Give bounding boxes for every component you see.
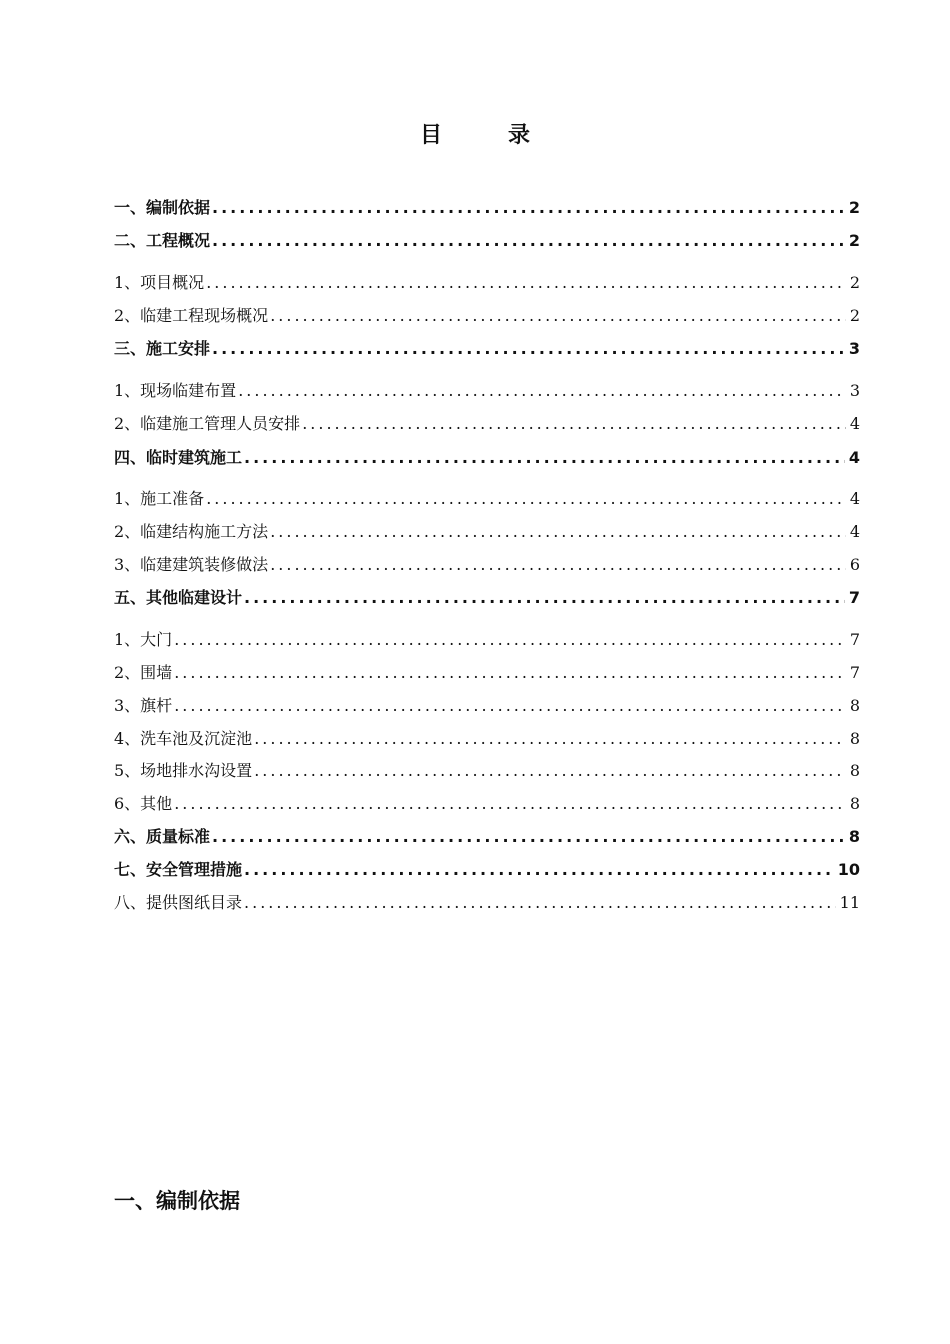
toc-page-number: 2 (848, 198, 860, 217)
toc-entry-text: 四、临时建筑施工 (114, 448, 243, 467)
toc-dot-leader (174, 661, 846, 685)
toc-dot-leader (212, 196, 845, 220)
toc-page-number: 10 (837, 860, 860, 879)
toc-dot-leader (270, 553, 846, 577)
toc-entry-text: 5、场地排水沟设置 (114, 761, 253, 780)
toc-entry-text: 2、临建施工管理人员安排 (114, 414, 301, 433)
toc-dot-leader (270, 304, 846, 328)
toc-page-number: 8 (849, 761, 860, 780)
toc-page-number: 2 (849, 273, 860, 292)
toc-dot-leader (244, 891, 836, 915)
page-title: 目 录 (419, 123, 530, 148)
toc-dot-leader (206, 271, 846, 295)
toc-entry[interactable] (114, 661, 860, 685)
toc-entry[interactable] (114, 520, 860, 544)
toc-dot-leader (174, 628, 846, 652)
toc-entry[interactable] (114, 412, 860, 436)
toc-entry-text: 二、工程概况 (114, 231, 211, 250)
toc-page-number: 3 (848, 339, 860, 358)
toc-entry[interactable] (114, 553, 860, 577)
toc-page-number: 2 (849, 306, 860, 325)
toc-entry[interactable] (114, 825, 860, 849)
toc-dot-leader (212, 229, 845, 253)
toc-entry-text: 1、施工准备 (114, 489, 205, 508)
toc-entry[interactable] (114, 792, 860, 816)
toc-dot-leader (174, 792, 846, 816)
toc-dot-leader (244, 446, 845, 470)
toc-entry[interactable] (114, 487, 860, 511)
toc-page-number: 11 (839, 893, 860, 912)
toc-page-number: 2 (848, 231, 860, 250)
toc-page-number: 8 (849, 794, 860, 813)
toc-entry-text: 八、提供图纸目录 (114, 893, 243, 912)
toc-entry-text: 六、质量标准 (114, 827, 211, 846)
toc-entry-text: 3、旗杆 (114, 696, 173, 715)
toc-entry[interactable] (114, 337, 860, 361)
toc-entry-text: 五、其他临建设计 (114, 588, 243, 607)
toc-dot-leader (244, 858, 834, 882)
toc-dot-leader (206, 487, 846, 511)
toc-entry[interactable] (114, 759, 860, 783)
toc-entry[interactable] (114, 379, 860, 403)
toc-dot-leader (244, 586, 845, 610)
toc-dot-leader (212, 337, 845, 361)
toc-dot-leader (174, 694, 846, 718)
toc-page-number: 8 (849, 729, 860, 748)
toc-page-number: 3 (849, 381, 860, 400)
toc-entry[interactable] (114, 727, 860, 751)
toc-dot-leader (238, 379, 846, 403)
toc-entry-text: 1、现场临建布置 (114, 381, 237, 400)
toc-entry[interactable] (114, 304, 860, 328)
toc-entry-text: 2、围墙 (114, 663, 173, 682)
toc-entry[interactable] (114, 229, 860, 253)
toc-page-number: 4 (848, 448, 860, 467)
toc-page-number: 7 (848, 588, 860, 607)
toc-page-number: 7 (849, 630, 860, 649)
toc-entry[interactable] (114, 446, 860, 470)
toc-page-number: 4 (849, 414, 860, 433)
toc-entry[interactable] (114, 586, 860, 610)
toc-entry-text: 6、其他 (114, 794, 173, 813)
toc-dot-leader (270, 520, 846, 544)
toc-entry-text: 七、安全管理措施 (114, 860, 243, 879)
section-heading: 一、编制依据 (114, 1189, 240, 1213)
toc-entry-text: 2、临建结构施工方法 (114, 522, 269, 541)
toc-entry[interactable] (114, 694, 860, 718)
toc-entry[interactable] (114, 271, 860, 295)
toc-entry-text: 一、编制依据 (114, 198, 211, 217)
toc-entry-text: 三、施工安排 (114, 339, 211, 358)
toc-entry-text: 1、大门 (114, 630, 173, 649)
toc-dot-leader (302, 412, 846, 436)
toc-entry-text: 1、项目概况 (114, 273, 205, 292)
toc-page-number: 4 (849, 522, 860, 541)
toc-entry-text: 2、临建工程现场概况 (114, 306, 269, 325)
toc-entry-text: 3、临建建筑装修做法 (114, 555, 269, 574)
toc-page-number: 8 (849, 696, 860, 715)
toc-dot-leader (254, 759, 846, 783)
toc-dot-leader (212, 825, 845, 849)
toc-entry[interactable] (114, 858, 860, 882)
toc-page-number: 7 (849, 663, 860, 682)
toc-page-number: 6 (849, 555, 860, 574)
toc-dot-leader (254, 727, 846, 751)
toc-entry[interactable] (114, 628, 860, 652)
toc-entry[interactable] (114, 891, 860, 915)
toc-entry-text: 4、洗车池及沉淀池 (114, 729, 253, 748)
toc-entry[interactable] (114, 196, 860, 220)
toc-page-number: 8 (848, 827, 860, 846)
toc-page-number: 4 (849, 489, 860, 508)
